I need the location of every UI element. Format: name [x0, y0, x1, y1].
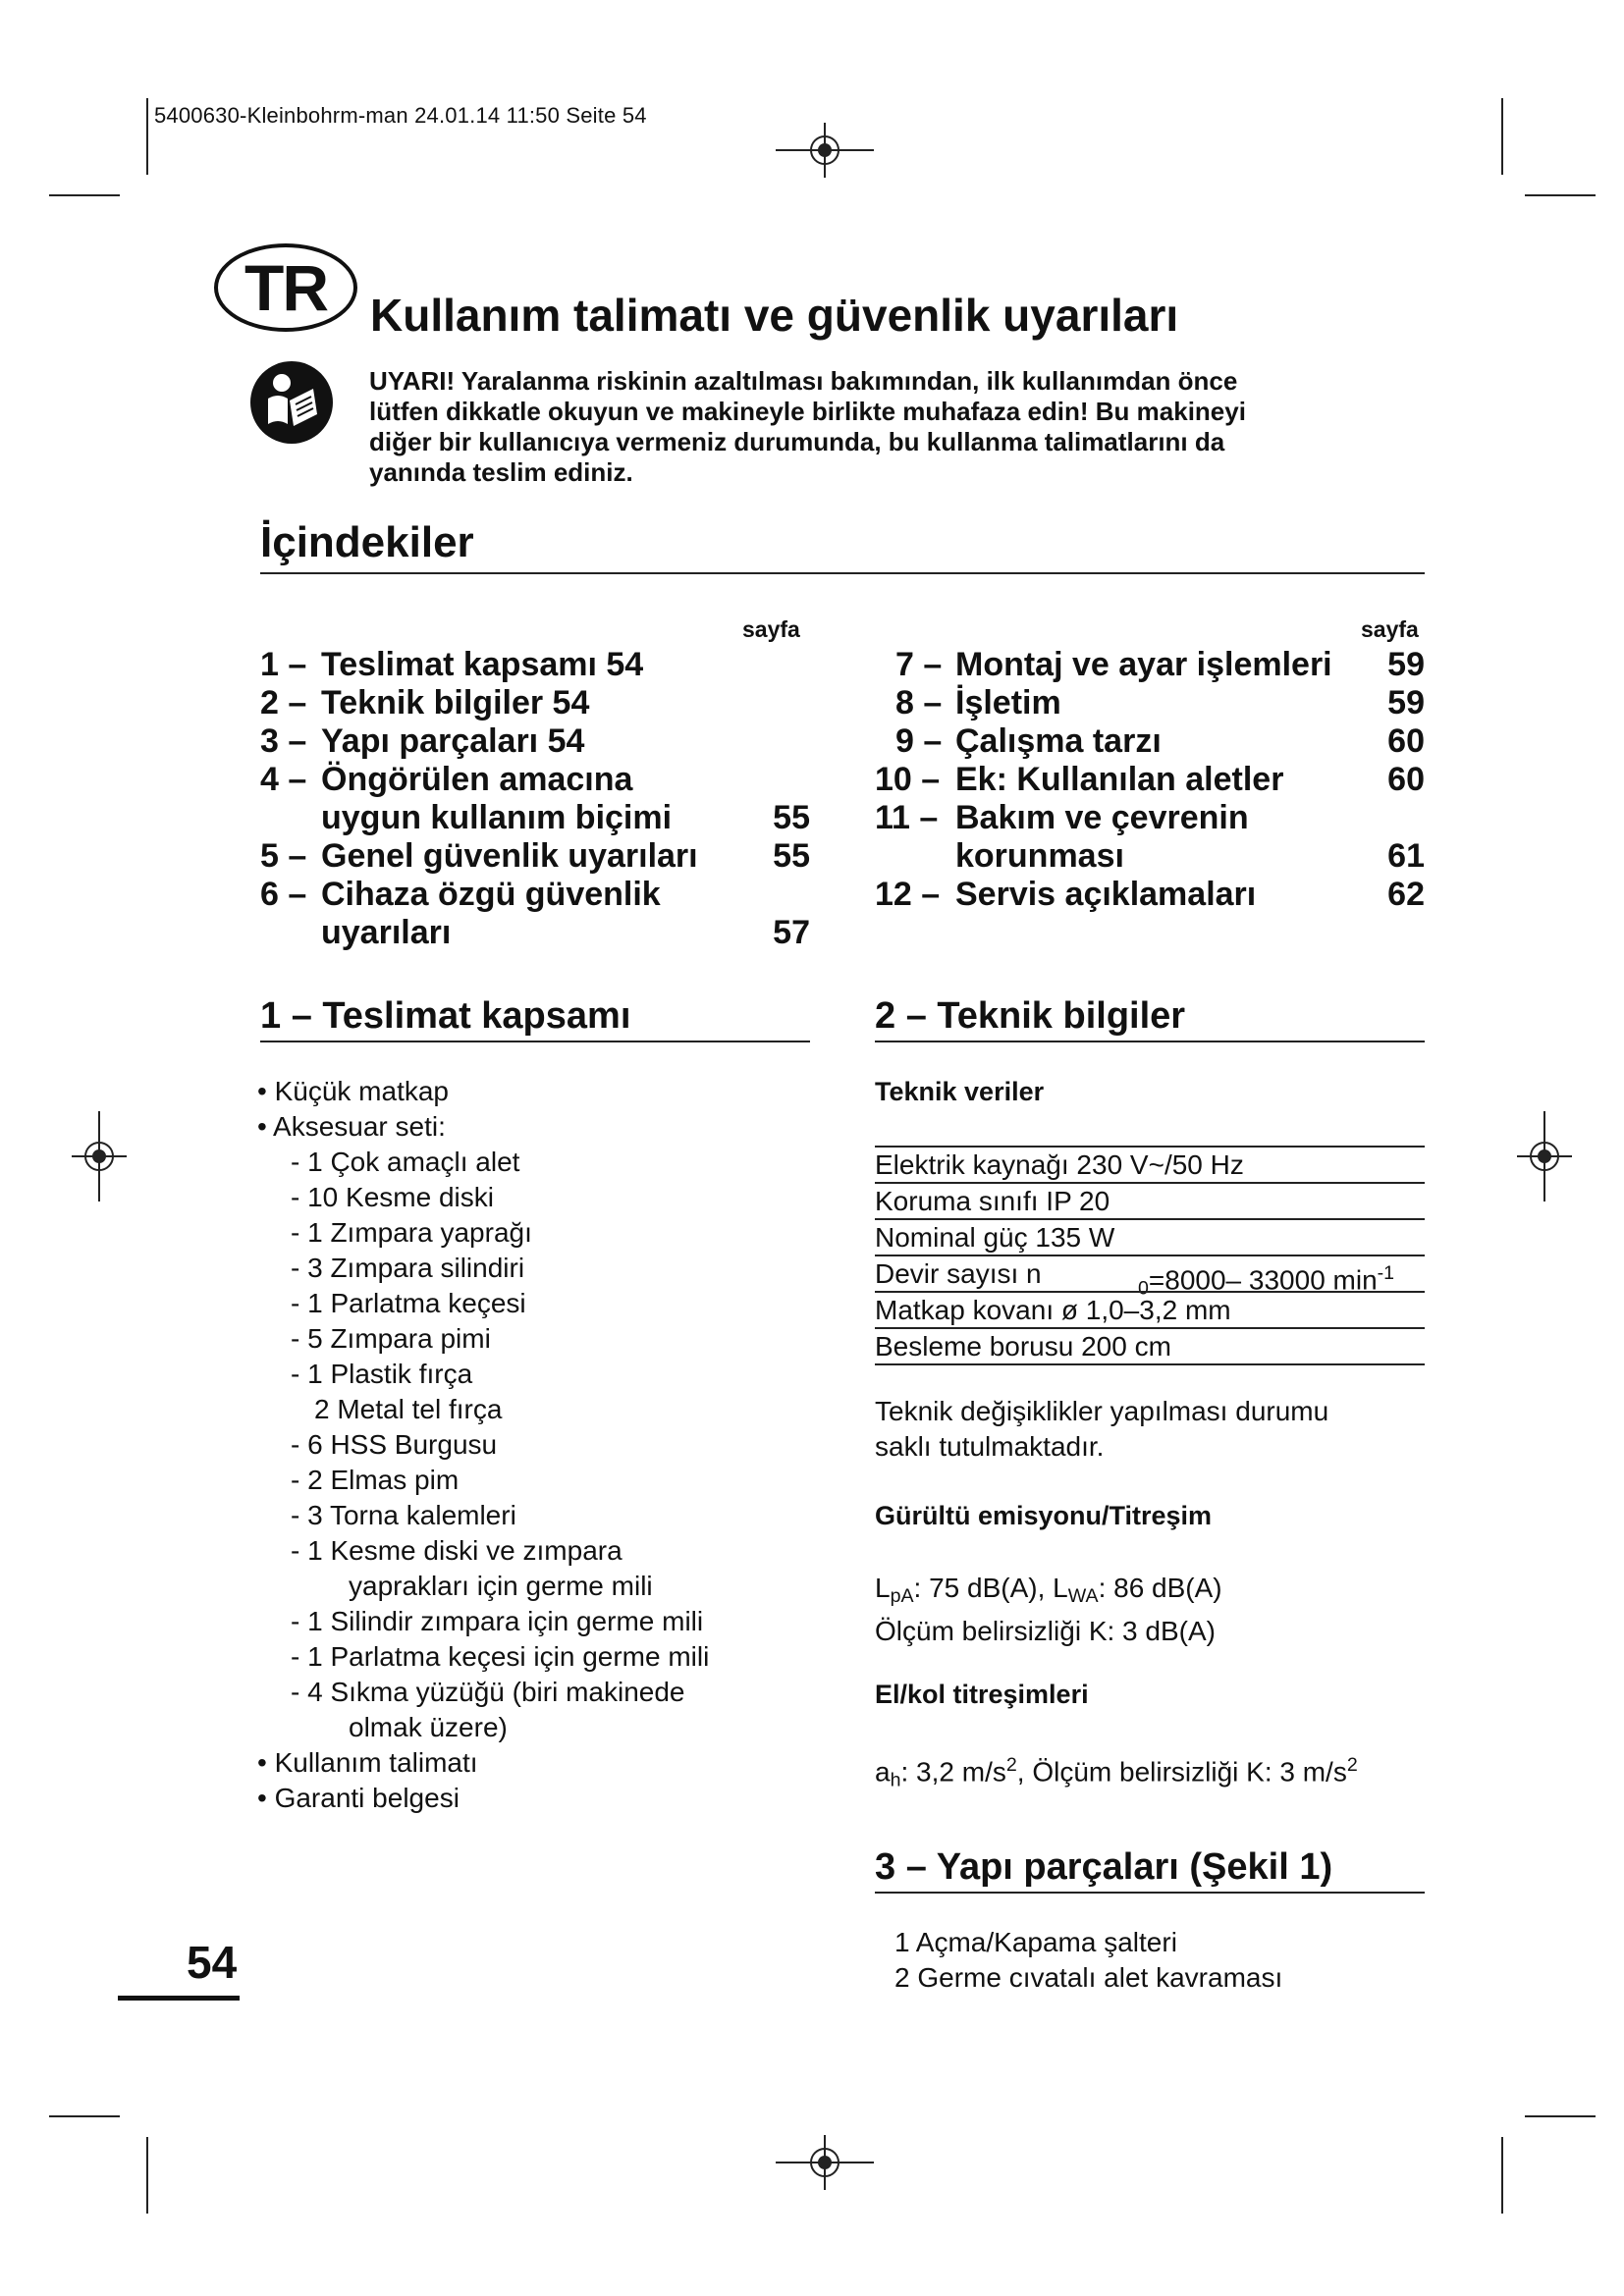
list-item: - 10 Kesme diski	[291, 1182, 494, 1212]
list-item: • Kullanım talimatı	[257, 1747, 478, 1778]
toc-entry[interactable]	[260, 761, 810, 799]
list-item: - 1 Parlatma keçesi	[291, 1288, 526, 1318]
registration-mark-bottom	[776, 2135, 874, 2190]
toc-entry-page: 59	[1387, 684, 1425, 721]
toc-entry-page: 55	[773, 837, 810, 875]
table-row	[875, 1255, 1425, 1300]
noise-values: $L_{pA}$: 75 dB(A), $L_{WA}$: 86 dB(A) Ölçüm belirsizliği K: 3 dB(A)	[875, 1573, 1222, 1646]
table-cell: Nominal güç 135 W	[875, 1222, 1115, 1253]
toc-entry-title: Yapı parçaları 54	[321, 722, 585, 760]
page-number-rule	[118, 1996, 240, 2001]
toc-heading-rule	[260, 572, 1425, 574]
table-row	[875, 1291, 1425, 1327]
toc-entry-title: Öngörülen amacına	[321, 761, 633, 798]
toc-entry[interactable]	[875, 876, 1425, 914]
toc-entry-page: 59	[1387, 646, 1425, 683]
toc-entry[interactable]	[875, 799, 1425, 837]
registration-mark-left	[72, 1111, 127, 1201]
list-item: - 1 Kesme diski ve zımpara	[291, 1535, 623, 1566]
page-title: Kullanım talimatı ve güvenlik uyarıları	[370, 290, 1179, 341]
parts-list	[894, 1925, 1282, 1996]
table-row	[875, 1182, 1425, 1218]
toc-entry-number: 1 –	[260, 646, 307, 683]
list-item: - 1 Çok amaçlı alet	[291, 1147, 520, 1177]
speed-subscript: 0	[1138, 1277, 1149, 1300]
toc-entry[interactable]	[260, 876, 810, 914]
speed-exponent: -1	[1377, 1262, 1395, 1284]
list-item: - 6 HSS Burgusu	[291, 1429, 498, 1460]
toc-entry-number: 12 –	[875, 876, 941, 913]
section-1-heading: 1 – Teslimat kapsamı	[260, 995, 631, 1037]
toc-entry-title: İşletim	[955, 684, 1061, 721]
list-item: - 4 Sıkma yüzüğü (biri makinede	[291, 1677, 685, 1707]
table-row	[875, 1146, 1425, 1182]
toc-entry-page: 55	[773, 799, 810, 836]
toc-entry[interactable]	[260, 684, 810, 722]
tech-note: Teknik değişiklikler yapılması durumu saklı tutulmaktadır.	[875, 1396, 1329, 1462]
toc-entry-page: 57	[773, 914, 810, 951]
list-item: - 2 Elmas pim	[291, 1465, 460, 1495]
tech-data-table	[875, 1146, 1425, 1365]
noise-heading: Gürültü emisyonu/Titreşim	[875, 1501, 1213, 1530]
toc-entry-title: Ek: Kullanılan aletler	[955, 761, 1284, 798]
section-3-rule	[875, 1892, 1425, 1894]
vibration-heading: El/kol titreşimleri	[875, 1680, 1089, 1709]
toc-entry-title: Servis açıklamaları	[955, 876, 1257, 913]
table-row	[875, 1327, 1425, 1365]
section-2-heading: 2 – Teknik bilgiler	[875, 995, 1186, 1037]
toc-page-label-right: sayfa	[1361, 616, 1419, 642]
toc-entry-number: 9 –	[895, 722, 943, 760]
toc-entry-number: 10 –	[875, 761, 941, 798]
toc-entry-title: Çalışma tarzı	[955, 722, 1162, 760]
speed-value: $_0$=8000– 33000 $\min^{-1}$	[1138, 1262, 1395, 1300]
list-item: - 1 Zımpara yaprağı	[291, 1217, 532, 1248]
toc-entry[interactable]	[260, 646, 810, 684]
list-item: • Garanti belgesi	[257, 1783, 460, 1813]
toc-page-label-left: sayfa	[742, 616, 800, 642]
toc-entry-title: uyarıları	[321, 914, 452, 951]
toc-entry-title: Genel güvenlik uyarıları	[321, 837, 698, 875]
toc-entry-number: 8 –	[895, 684, 943, 721]
tech-data-heading: Teknik veriler	[875, 1077, 1045, 1106]
toc-entry-number: 5 –	[260, 837, 307, 875]
toc-entry-title: Bakım ve çevrenin	[955, 799, 1249, 836]
list-item: • Küçük matkap	[257, 1076, 450, 1106]
language-badge: TR	[214, 243, 357, 332]
list-item: - 5 Zımpara pimi	[291, 1323, 491, 1354]
toc-entry-page: 62	[1387, 876, 1425, 913]
list-item: • Aksesuar seti:	[257, 1111, 446, 1142]
toc-entry-page: 61	[1387, 837, 1425, 875]
list-item: - 1 Plastik fırça	[291, 1359, 473, 1389]
toc-entry-page: 60	[1387, 722, 1425, 760]
toc-entry-number: 2 –	[260, 684, 307, 721]
table-cell: Matkap kovanı ø 1,0–3,2 mm	[875, 1295, 1231, 1325]
table-row	[875, 1218, 1425, 1255]
toc-entry-title: Cihaza özgü güvenlik	[321, 876, 661, 913]
toc-entry-number: 7 –	[895, 646, 943, 683]
read-manual-icon	[248, 359, 335, 446]
list-item: 1 Açma/Kapama şalteri	[894, 1927, 1177, 1957]
toc-entry-page: 60	[1387, 761, 1425, 798]
toc-entry-number: 11 –	[875, 799, 939, 836]
list-item: - 1 Silindir zımpara için germe mili	[291, 1606, 704, 1636]
table-cell: Koruma sınıfı IP 20	[875, 1186, 1110, 1216]
toc-heading: İçindekiler	[260, 518, 474, 566]
table-cell: Besleme borusu 200 cm	[875, 1331, 1171, 1362]
toc-entry[interactable]	[260, 837, 810, 876]
toc-entry[interactable]	[875, 761, 1425, 799]
toc-entry-title: korunması	[955, 837, 1124, 875]
section-3-heading: 3 – Yapı parçaları (Şekil 1)	[875, 1846, 1333, 1888]
section-1-rule	[260, 1041, 810, 1042]
registration-mark-right	[1517, 1111, 1572, 1201]
vibration-values: $a_h$: 3,2 $m/s^2$, Ölçüm belirsizliği K: 3 $m/s^2$	[875, 1754, 1358, 1791]
toc-entry-title: Teslimat kapsamı 54	[321, 646, 644, 683]
toc-entry[interactable]	[260, 722, 810, 761]
list-item: 2 Germe cıvatalı alet kavraması	[894, 1962, 1283, 1993]
table-cell: Devir sayısı n	[875, 1258, 1042, 1289]
list-item: - 3 Zımpara silindiri	[291, 1253, 525, 1283]
list-item: yaprakları için germe mili	[349, 1571, 653, 1601]
toc-entry-title: Teknik bilgiler 54	[321, 684, 590, 721]
delivery-list	[257, 1074, 807, 1816]
toc-entry-title: uygun kullanım biçimi	[321, 799, 673, 836]
toc-entry-number: 3 –	[260, 722, 307, 760]
toc-entry-number: 6 –	[260, 876, 307, 913]
list-item: 2 Metal tel fırça	[314, 1394, 503, 1424]
list-item: olmak üzere)	[349, 1712, 508, 1742]
warning-text: UYARI! Yaralanma riskinin azaltılması bakımından, ilk kullanımdan önce lütfen dikkatle okuyun ve makineyle birlikte muhafaza edin! Bu makineyi diğer bir kullanıcıya vermeniz durumunda, bu kullanma talimatlarını da yanında teslim ediniz.	[369, 366, 1246, 487]
toc-entry-title: Montaj ve ayar işlemleri	[955, 646, 1332, 683]
section-2-rule	[875, 1041, 1425, 1042]
toc-entry-number: 4 –	[260, 761, 307, 798]
registration-mark-top	[776, 123, 874, 178]
table-cell: Elektrik kaynağı 230 V~/50 Hz	[875, 1149, 1244, 1180]
list-item: - 1 Parlatma keçesi için germe mili	[291, 1641, 710, 1672]
page-number: 54	[187, 1937, 238, 1988]
list-item: - 3 Torna kalemleri	[291, 1500, 516, 1530]
print-meta: 5400630-Kleinbohrm-man 24.01.14 11:50 Seite 54	[154, 103, 647, 128]
